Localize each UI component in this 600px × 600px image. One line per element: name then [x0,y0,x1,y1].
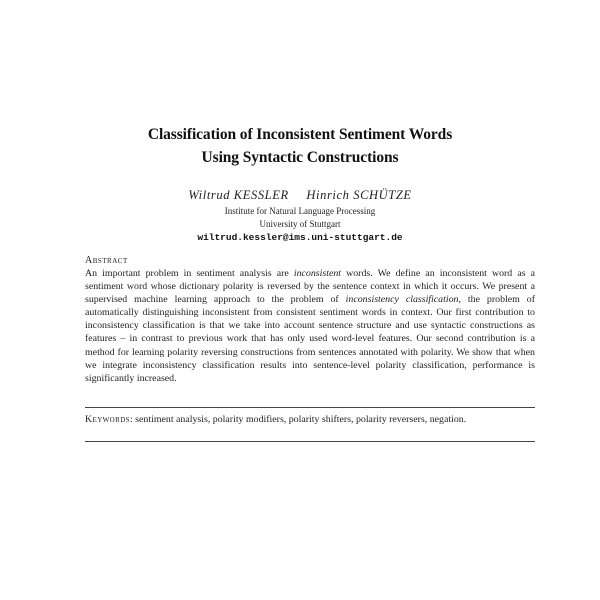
keywords-text: : sentiment analysis, polarity modifiers, polarity shifters, polarity reversers, negation. [129,414,467,425]
abstract-paragraph [85,267,535,385]
author-name: Wiltrud KESSLER [188,188,289,202]
author-name: Hinrich SCHÜTZE [306,188,412,202]
abstract-text: , the problem of automatically distinguishing inconsistent from consistent sentiment words in context. Our first contribution to inconsistency classification is that we take into account sentence structure and use syntactic constructions as features – in contrast to previous work that has only used word-level features. Our second contribution is a method for learning polarity reversing constructions from sentences annotated with polarity. We show that when we integrate inconsistency classification results into sentence-level polarity classification, performance is significantly increased. [85,294,535,384]
paper-title [0,123,600,169]
abstract-text: words. We define an inconsistent word as a sentiment word whose dictionary polarity is reversed by the sentence context in which it occurs. We present a supervised machine learning approach to the problem of [85,268,535,306]
author-list [0,188,600,203]
abstract-text: An important problem in sentiment analysis are [85,268,294,279]
abstract-body [85,267,535,385]
title-line-1: Classification of Inconsistent Sentiment Words [147,126,453,143]
title-line-2: Using Syntactic Constructions [201,149,399,166]
abstract-emphasis: inconsistent [293,268,342,279]
abstract-emphasis: inconsistency classification [345,294,459,306]
keywords-block [85,413,535,426]
affiliation-university: University of Stuttgart [259,219,341,229]
keywords-top-rule [85,407,535,408]
abstract-heading: Abstract [85,255,128,266]
affiliation-institute: Institute for Natural Language Processing [224,206,376,216]
keywords-bottom-rule [85,441,535,442]
keywords-label: Keywords [85,414,130,425]
author-email: wiltrud.kessler@ims.uni-stuttgart.de [197,232,403,243]
